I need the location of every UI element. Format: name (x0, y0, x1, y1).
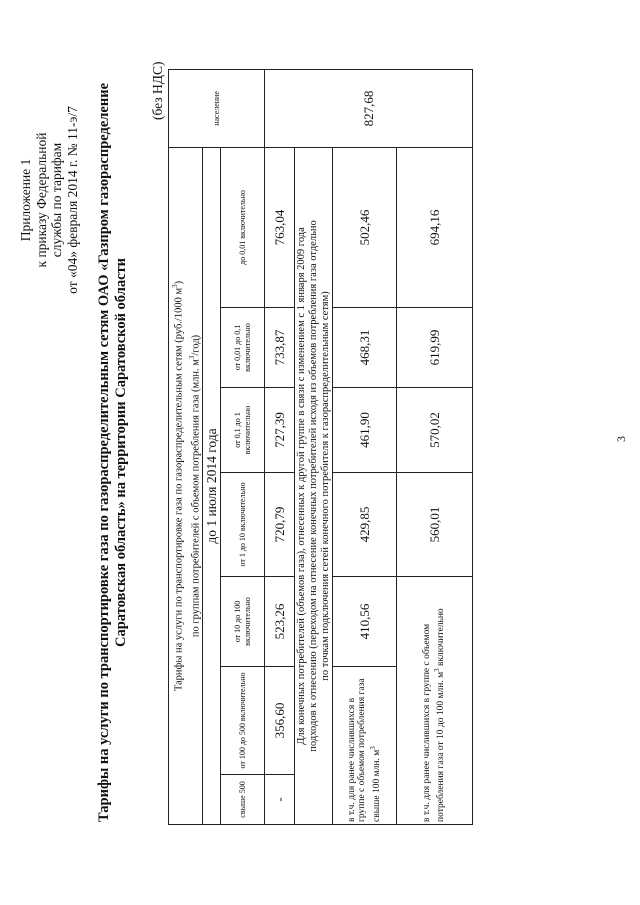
table-cell: 694,16 (397, 147, 473, 307)
table-cell: 763,04 (265, 147, 295, 307)
header-line-3: службы по тарифам (49, 142, 64, 258)
appendix-header (18, 50, 80, 350)
table-cell: - (265, 775, 295, 825)
table-cell: 720,79 (265, 473, 295, 577)
reclassification-note: Для конечных потребителей (объемов газа), отнесенных к другой группе в связи с изменением с 1 января 2009 года подходов к отнесению (переходом на отнесение конечных потребителей исходя из объемов потребления газа отдельно по точкам подключения сетей конечного потребителя к газораспределительным сетям) (295, 147, 333, 824)
row-label: в т.ч. для ранее числившихся в группе с объемом потребления газа свыше 100 млн. $м^3$ (333, 667, 397, 825)
title-line-2: Саратовская область» на территории Саратовской области (113, 258, 129, 648)
page-number: 3 (614, 436, 628, 442)
table-caption: Тарифы на услуги по транспортировке газа по газораспределительным сетям (руб./1000 $м^3$) по группам потребителей с объемом потребления газа (млн. $м^3/год$) (169, 147, 203, 824)
table-cell: 733,87 (265, 308, 295, 388)
table-cell: 468,31 (333, 308, 397, 388)
vat-note: (без НДС) (150, 61, 165, 120)
column-header: до 0,01 включительно (221, 147, 265, 307)
column-header: от 10 до 100 включительно (221, 577, 265, 667)
table-cell: 523,26 (265, 577, 295, 667)
document-title (96, 20, 130, 885)
column-header: от 0,01 до 0,1 включительно (221, 308, 265, 388)
period-header: до 1 июля 2014 года (203, 147, 221, 824)
header-line-2: к приказу Федеральной (33, 132, 49, 268)
tariff-table (168, 69, 473, 825)
table-cell: 461,90 (333, 388, 397, 473)
population-tariff-value: 827,68 (265, 69, 473, 147)
table-cell: 570,02 (397, 388, 473, 473)
header-line-1: Приложение 1 (18, 158, 33, 242)
table-cell: 560,01 (397, 473, 473, 577)
header-line-4: от «04» февраля 2014 г. № 11-э/7 (64, 106, 80, 294)
table-cell: 619,99 (397, 308, 473, 388)
column-header: от 100 до 500 включительно (221, 667, 265, 775)
column-header-population: население (169, 69, 265, 147)
table-cell: 356,60 (265, 667, 295, 775)
table-cell: 502,46 (333, 147, 397, 307)
column-header: от 1 до 10 включительно (221, 473, 265, 577)
table-cell: 727,39 (265, 388, 295, 473)
title-line-1: Тарифы на услуги по транспортировке газа по газораспределительным сетям ОАО «Газпром газораспределение (96, 82, 112, 823)
column-header: свыше 500 (221, 775, 265, 825)
row-label: в т.ч. для ранее числившихся в группе с объемом потребления газа от 10 до 100 млн. $м^3$ включительно (397, 577, 473, 825)
table-cell: 410,56 (333, 577, 397, 667)
table-cell: 429,85 (333, 473, 397, 577)
column-header: от 0,1 до 1 включительно (221, 388, 265, 473)
